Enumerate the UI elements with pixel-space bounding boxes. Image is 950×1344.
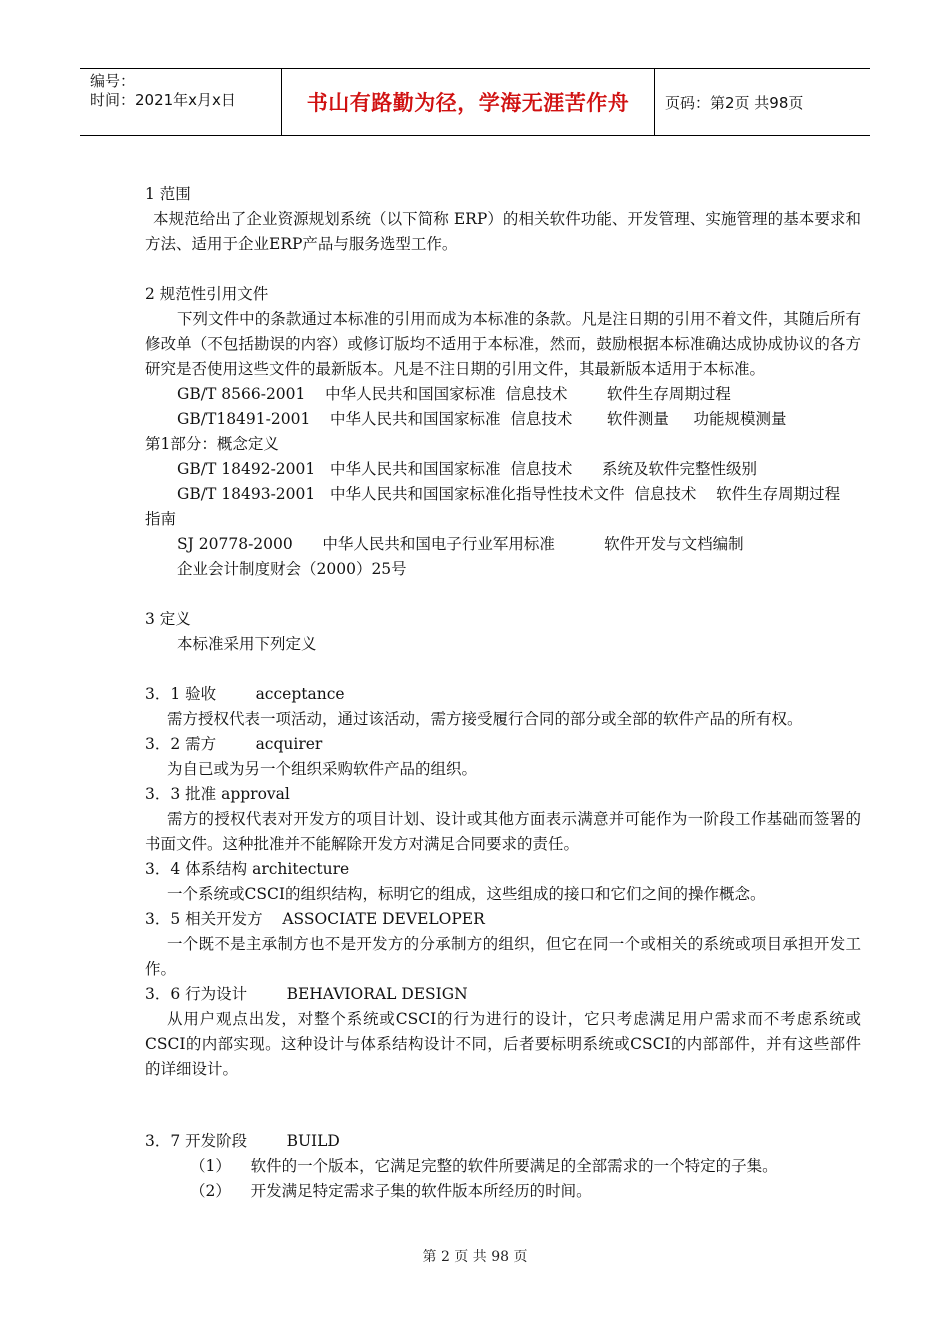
definition-title: 3．5 相关开发方 ASSOCIATE DEVELOPER [145, 910, 485, 928]
section-3-title: 3 定义 [145, 610, 191, 628]
section-1-title: 1 范围 [145, 185, 191, 203]
definition-text: 为自已或为另一个组织采购软件产品的组织。 [167, 760, 478, 778]
definition-text: 一个既不是主承制方也不是开发方的分承制方的组织，但它在同一个或相关的系统或项目承担开发工作。 [145, 935, 861, 978]
reference-item: 企业会计制度财会（2000）25号 [177, 560, 407, 578]
document-body [145, 182, 861, 1204]
definition-text: 从用户观点出发，对整个系统或CSCI的行为进行的设计，它只考虑满足用户需求而不考虑系统或CSCI的内部实现。这种设计与体系结构设计不同，后者要标明系统或CSCI的内部部件，并有这些部件的详细设计。 [145, 1010, 861, 1078]
definition-text: 需方授权代表一项活动，通过该活动，需方接受履行合同的部分或全部的软件产品的所有权。 [167, 710, 803, 728]
reference-item: GB/T18491-2001 中华人民共和国国家标准 信息技术 软件测量 功能规模测量 [177, 410, 787, 428]
definition-title: 3．7 开发阶段 BUILD [145, 1132, 340, 1150]
header-motto: 书山有路勤为径，学海无涯苦作舟 [306, 91, 630, 115]
reference-item: SJ 20778-2000 中华人民共和国电子行业军用标准 软件开发与文档编制 [177, 535, 744, 553]
header-meta-cell [80, 69, 282, 135]
definition-title: 3．6 行为设计 BEHAVIORAL DESIGN [145, 985, 468, 1003]
header-page-info: 页码：第2页 共98页 [665, 93, 804, 112]
definition-title: 3．3 批准 approval [145, 785, 290, 803]
reference-item-continued: 第1部分：概念定义 [145, 435, 279, 453]
definition-list-item: （1） 软件的一个版本，它满足完整的软件所要满足的全部需求的一个特定的子集。 [190, 1157, 778, 1175]
document-header [80, 68, 870, 136]
section-1-paragraph: 本规范给出了企业资源规划系统（以下简称 ERP）的相关软件功能、开发管理、实施管理的基本要求和方法、适用于企业ERP产品与服务选型工作。 [145, 210, 861, 253]
reference-item: GB/T 18493-2001 中华人民共和国国家标准化指导性技术文件 信息技术 软件生存周期过程 [177, 485, 841, 503]
definition-title: 3．4 体系结构 architecture [145, 860, 350, 878]
document-number-label: 编号： [90, 72, 136, 90]
section-2-paragraph: 下列文件中的条款通过本标准的引用而成为本标准的条款。凡是注日期的引用不着文件，其随后所有修改单（不包括勘误的内容）或修订版均不适用于本标准，然而，鼓励根据本标准确达成协成协议的各方研究是否使用这些文件的最新版本。凡是不注日期的引用文件，其最新版本适用于本标准。 [145, 310, 861, 378]
definition-list-item: （2） 开发满足特定需求子集的软件版本所经历的时间。 [190, 1182, 592, 1200]
section-2-title: 2 规范性引用文件 [145, 285, 269, 303]
definition-title: 3．2 需方 acquirer [145, 735, 323, 753]
header-motto-cell [282, 69, 655, 135]
definition-text: 需方的授权代表对开发方的项目计划、设计或其他方面表示满意并可能作为一阶段工作基础而签署的书面文件。这种批准并不能解除开发方对满足合同要求的责任。 [145, 810, 861, 853]
reference-item: GB/T 8566-2001 中华人民共和国国家标准 信息技术 软件生存周期过程 [177, 385, 731, 403]
reference-item: GB/T 18492-2001 中华人民共和国国家标准 信息技术 系统及软件完整性级别 [177, 460, 757, 478]
footer-page-number: 第 2 页 共 98 页 [422, 1249, 528, 1265]
definition-title: 3．1 验收 acceptance [145, 685, 345, 703]
page-footer [0, 1246, 950, 1266]
reference-item-continued: 指南 [145, 510, 177, 528]
section-3-paragraph: 本标准采用下列定义 [177, 635, 317, 653]
definition-text: 一个系统或CSCI的组织结构，标明它的组成，这些组成的接口和它们之间的操作概念。 [167, 885, 766, 903]
header-page-cell [655, 69, 870, 135]
document-date: 时间：2021年x月x日 [90, 91, 236, 109]
